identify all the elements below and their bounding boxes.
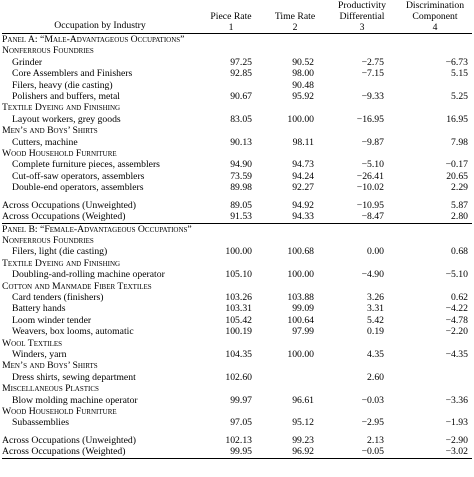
table-row [2,326,472,337]
panel-a-title: Panel A: “Male-Advantageous Occupations” [2,34,185,45]
time-rate-cell: 99.23 [292,434,314,446]
table-row [2,171,472,182]
productivity-cell: 5.42 [367,314,384,326]
occupation-label: Winders, yarn [12,348,67,360]
header-piece-rate [198,0,264,34]
productivity-cell: 2.13 [367,434,384,446]
time-rate-cell: 98.00 [292,68,314,80]
piece-rate-cell: 97.05 [230,417,252,429]
productivity-cell: −5.10 [361,159,384,171]
piece-rate-cell: 100.00 [225,246,252,258]
occupation-label: Core Assemblers and Finishers [12,68,133,80]
table-row [2,91,472,102]
header-differential-label: Differential [339,11,385,22]
table-row [2,269,472,280]
discrimination-cell [398,372,472,383]
piece-rate-cell: 99.97 [230,394,252,406]
discrimination-cell: 5.15 [451,68,468,80]
piece-rate-cell: 90.13 [230,136,252,148]
time-rate-cell: 100.00 [287,348,314,360]
discrimination-cell: −0.17 [445,159,468,171]
industry-row [2,258,472,269]
header-occupation: Occupation by Industry [54,20,146,31]
productivity-cell: −0.05 [361,446,384,458]
piece-rate-cell: 89.05 [230,199,252,211]
table-row [2,417,472,428]
panel-title-row [2,223,472,235]
piece-rate-cell: 83.05 [230,113,252,125]
piece-rate-cell: 103.26 [225,291,252,303]
time-rate-cell: 99.09 [292,303,314,315]
table-row [2,182,472,193]
occupation-label: Cutters, machine [12,136,78,148]
industry-row [2,360,472,371]
summary-row [2,211,472,223]
discrimination-cell: −1.93 [445,417,468,429]
time-rate-cell: 90.48 [292,79,314,91]
discrimination-cell: −4.35 [445,348,468,360]
productivity-cell: 3.26 [367,291,384,303]
discrimination-cell: −3.36 [445,394,468,406]
occupation-label: Filers, light (die casting) [12,246,108,258]
discrimination-cell: 5.87 [451,199,468,211]
occupation-label: Loom winder tender [12,314,92,326]
header-row [2,0,472,34]
table-row [2,303,472,314]
industry-row [2,102,472,113]
piece-rate-cell: 97.25 [230,56,252,68]
productivity-cell: −9.87 [361,136,384,148]
discrimination-cell: −4.22 [445,303,468,315]
productivity-cell: −10.95 [356,199,384,211]
industry-row [2,281,472,292]
time-rate-cell: 95.12 [292,417,314,429]
productivity-cell [326,80,398,91]
table-row [2,315,472,326]
time-rate-cell: 94.24 [292,170,314,182]
industry-row [2,338,472,349]
time-rate-cell: 98.11 [292,136,314,148]
industry-label: Miscellaneous Plastics [2,383,99,395]
summary-row [2,200,472,211]
header-time-rate-label: Time Rate [274,11,316,22]
discrimination-cell: 16.95 [446,113,468,125]
industry-row [2,235,472,246]
discrimination-cell: −4.78 [445,314,468,326]
header-col-number: 1 [228,22,234,33]
table-row [2,395,472,406]
industry-row [2,383,472,394]
piece-rate-cell: 92.85 [230,68,252,80]
summary-row [2,446,472,458]
table-row [2,292,472,303]
header-col-number: 4 [432,22,438,33]
occupation-label: Polishers and buffers, metal [12,91,120,103]
discrimination-cell: 0.62 [451,291,468,303]
summary-label: Across Occupations (Weighted) [2,446,126,458]
discrimination-cell: 0.68 [451,246,468,258]
header-component-label: Component [412,11,458,22]
table-row [2,114,472,125]
piece-rate-cell: 105.42 [225,314,252,326]
occupation-label: Grinder [12,56,43,68]
time-rate-cell: 90.52 [292,56,314,68]
time-rate-cell [264,372,326,383]
header-col-number: 2 [292,22,298,33]
piece-rate-cell: 99.95 [230,446,252,458]
occupation-label: Doubling-and-rolling machine operator [12,269,165,281]
table-row [2,137,472,148]
discrimination-cell: 20.65 [446,170,468,182]
occupation-label: Weavers, box looms, automatic [12,326,134,338]
piece-rate-cell: 94.90 [230,159,252,171]
discrimination-cell: 7.98 [451,136,468,148]
occupation-label: Layout workers, grey goods [12,113,121,125]
industry-label: Textile Dyeing and Finishing [2,102,121,114]
productivity-cell: −9.33 [361,91,384,103]
table-row [2,246,472,257]
table-row [2,349,472,360]
discrimination-cell: −6.73 [445,56,468,68]
results-table [2,0,472,459]
industry-label: Men’s and Boys’ Shirts [2,360,98,372]
industry-label: Wood Household Furniture [2,406,117,417]
piece-rate-cell: 102.13 [225,434,252,446]
occupation-label: Filers, heavy (die casting) [12,79,113,91]
discrimination-cell: 2.80 [451,211,468,223]
time-rate-cell: 94.92 [292,199,314,211]
piece-rate-cell: 104.35 [225,348,252,360]
piece-rate-cell [198,80,264,91]
header-discrimination [398,0,472,34]
industry-label: Wood Household Furniture [2,148,117,160]
industry-label: Nonferrous Foundries [2,45,94,57]
time-rate-cell: 100.64 [287,314,314,326]
productivity-cell: −4.90 [361,269,384,281]
productivity-cell: −7.15 [361,68,384,80]
industry-label: Cotton and Manmade Fiber Textiles [2,280,152,292]
summary-row [2,435,472,446]
discrimination-cell: 2.29 [451,182,468,194]
table-row [2,159,472,170]
occupation-label: Card tenders (finishers) [12,291,104,303]
time-rate-cell: 95.92 [292,91,314,103]
occupation-label: Cut-off-saw operators, assemblers [12,170,145,182]
time-rate-cell: 100.68 [287,246,314,258]
header-productivity-label: Productivity [338,0,386,11]
occupation-label: Double-end operators, assemblers [12,182,144,194]
industry-row [2,125,472,136]
industry-row [2,148,472,159]
industry-row [2,406,472,417]
time-rate-cell: 100.00 [287,113,314,125]
piece-rate-cell: 89.98 [230,182,252,194]
productivity-cell: 4.35 [367,348,384,360]
piece-rate-cell: 73.59 [230,170,252,182]
summary-label: Across Occupations (Unweighted) [2,434,136,446]
panel-title-row [2,34,472,46]
piece-rate-cell: 105.10 [225,269,252,281]
time-rate-cell: 103.88 [287,291,314,303]
discrimination-cell: −2.90 [445,434,468,446]
time-rate-cell: 92.27 [292,182,314,194]
occupation-label: Complete furniture pieces, assemblers [12,159,160,171]
piece-rate-cell: 103.31 [225,303,252,315]
productivity-cell: 3.31 [367,303,384,315]
time-rate-cell: 96.92 [292,446,314,458]
industry-label: Men’s and Boys’ Shirts [2,125,98,137]
occupation-label: Battery hands [12,303,66,315]
header-time-rate [264,0,326,34]
piece-rate-cell: 90.67 [230,91,252,103]
discrimination-cell: −2.20 [445,326,468,338]
productivity-cell: 2.60 [367,371,384,383]
industry-row [2,45,472,56]
table-row [2,80,472,91]
table-row [2,57,472,68]
time-rate-cell: 94.73 [292,159,314,171]
header-piece-rate-label: Piece Rate [210,11,252,22]
discrimination-cell: −5.10 [445,269,468,281]
discrimination-cell [398,80,472,91]
occupation-label: Dress shirts, sewing department [12,371,136,383]
time-rate-cell: 96.61 [292,394,314,406]
discrimination-cell: 5.25 [451,91,468,103]
panel-b-title: Panel B: “Female-Advantageous Occupations” [2,223,192,235]
productivity-cell: −0.03 [361,394,384,406]
discrimination-cell: −3.02 [445,446,468,458]
productivity-cell: −2.95 [361,417,384,429]
time-rate-cell: 94.33 [292,211,314,223]
productivity-cell: −16.95 [356,113,384,125]
piece-rate-cell: 91.53 [230,211,252,223]
table-row [2,68,472,79]
productivity-cell: −8.47 [361,211,384,223]
occupation-label: Subassemblies [12,417,70,429]
time-rate-cell: 100.00 [287,269,314,281]
occupation-label: Blow molding machine operator [12,394,138,406]
header-discrimination-label: Discrimination [405,0,465,11]
summary-label: Across Occupations (Unweighted) [2,199,136,211]
header-col-number: 3 [359,22,365,33]
productivity-cell: −26.41 [356,170,384,182]
summary-label: Across Occupations (Weighted) [2,211,126,223]
industry-label: Wool Textiles [2,337,63,349]
productivity-cell: 0.00 [367,246,384,258]
time-rate-cell: 97.99 [292,326,314,338]
industry-label: Nonferrous Foundries [2,234,94,246]
productivity-cell: 0.19 [367,326,384,338]
industry-label: Textile Dyeing and Finishing [2,257,121,269]
panel-b-body [2,223,472,458]
piece-rate-cell: 102.60 [225,371,252,383]
piece-rate-cell: 100.19 [225,326,252,338]
productivity-cell: −10.02 [356,182,384,194]
productivity-cell: −2.75 [361,56,384,68]
table-row [2,372,472,383]
panel-a-body [2,34,472,224]
header-productivity [326,0,398,34]
